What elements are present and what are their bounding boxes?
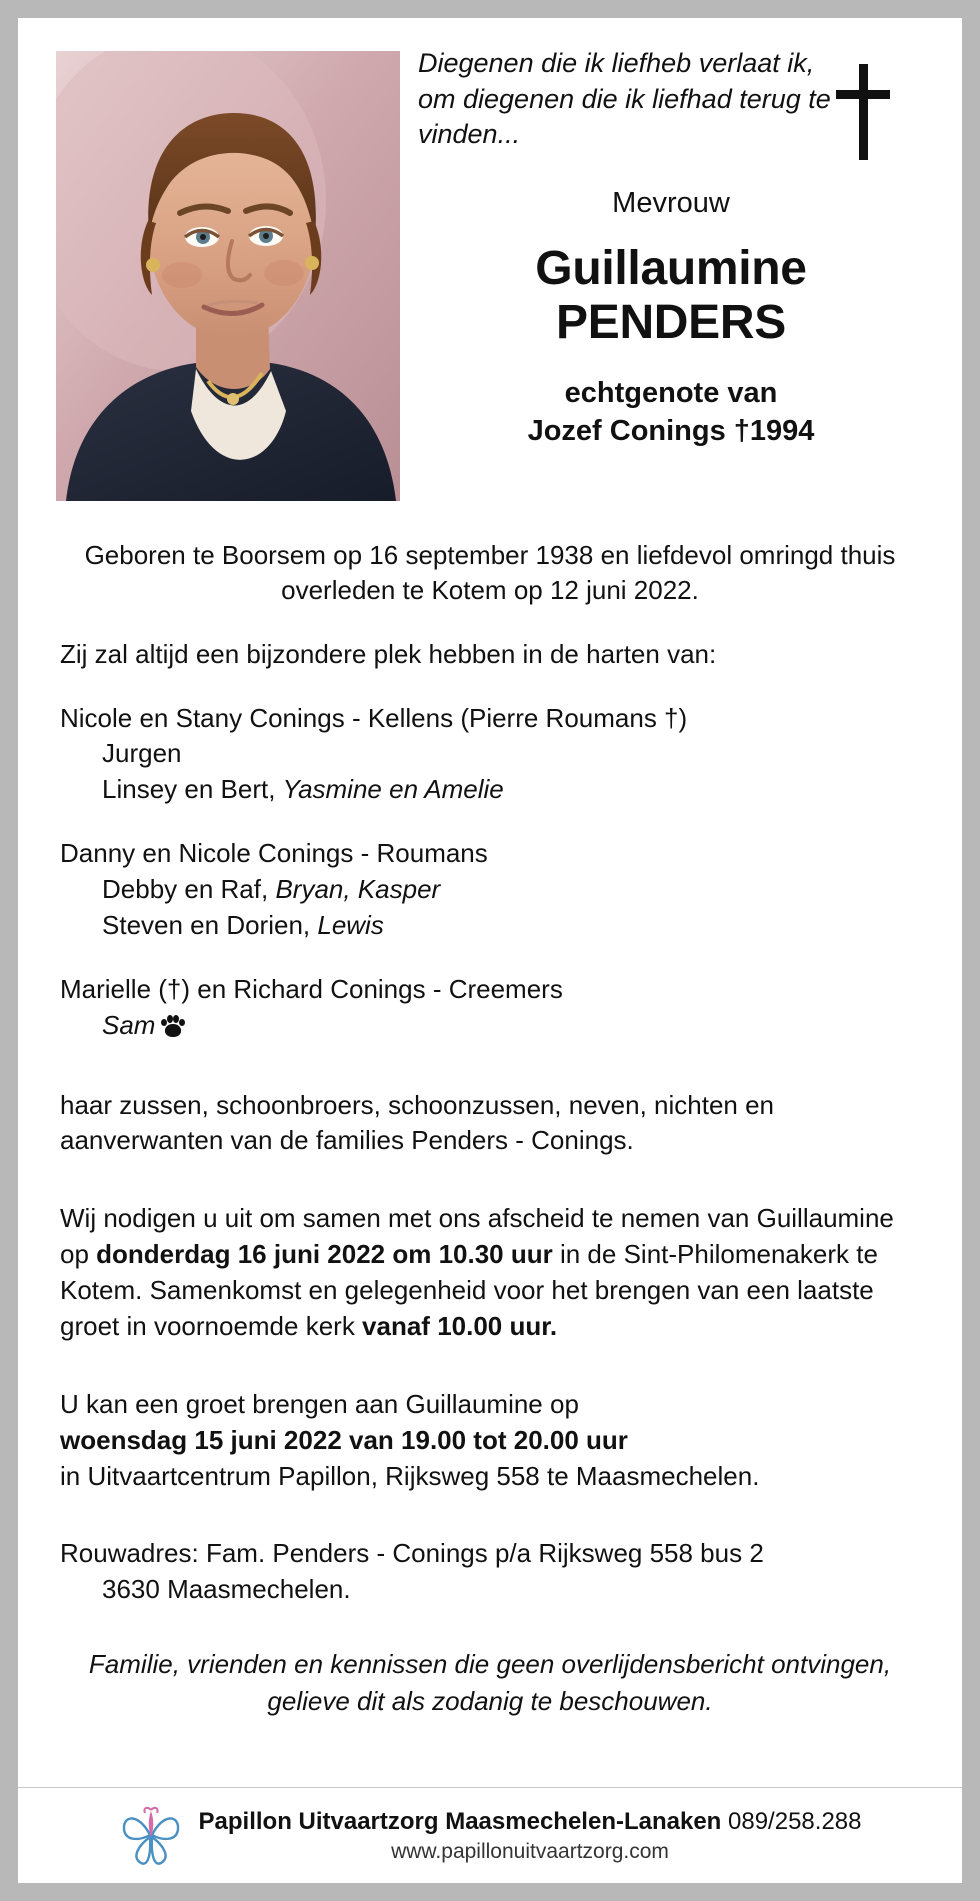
family-child-text: Debby en Raf,: [102, 874, 276, 905]
spouse-block: [418, 375, 924, 450]
footer-firm-line: [199, 1808, 862, 1836]
invitation-part1: Wij nodigen u uit om samen met ons afscheid te nemen van Guillaumine op: [60, 1203, 894, 1270]
footer-website[interactable]: www.papillonuitvaartzorg.com: [391, 1839, 669, 1863]
spouse-name: Jozef Conings †1994: [527, 415, 815, 448]
family-child: [60, 774, 504, 804]
card-body: [18, 538, 962, 1719]
invitation-paragraph: [60, 1201, 920, 1345]
mourning-address-line2: 3630 Maasmechelen.: [102, 1574, 351, 1605]
family-child-italic: Sam: [102, 1009, 156, 1040]
family-child: [60, 874, 440, 904]
salutation: Mevrouw: [612, 186, 730, 219]
invitation-part2: in de Sint-Philomenakerk te Kotem. Samenkomst en gelegenheid voor het brengen van een laatste groet in voornoemde kerk: [60, 1239, 878, 1341]
hearts-intro: Zij zal altijd een bijzondere plek hebben in de harten van:: [60, 638, 717, 669]
family-child-italic: Yasmine en Amelie: [282, 774, 504, 805]
closing-note: Familie, vrienden en kennissen die geen overlijdensbericht ontvingen, gelieve dit als zodanig te beschouwen.: [88, 1649, 892, 1716]
family-child-text: Linsey en Bert,: [102, 774, 283, 805]
family-group-1: [60, 701, 920, 809]
family-group-2: [60, 836, 920, 944]
family-child: [60, 910, 384, 940]
family-line: Marielle (†) en Richard Conings - Creemers: [60, 973, 563, 1004]
header-text-block: [418, 46, 942, 451]
family-line: Nicole en Stany Conings - Kellens (Pierre Roumans †): [60, 702, 688, 733]
memorial-quote: Diegenen die ik liefheb verlaat ik, om diegenen die ik liefhad terug te vinden...: [418, 48, 831, 150]
family-child-italic: Bryan, Kasper: [275, 874, 441, 905]
card-header: [18, 18, 962, 538]
first-name: Guillaumine: [535, 241, 807, 295]
footer-phone: 089/258.288: [728, 1807, 862, 1835]
invitation-time: vanaf 10.00 uur.: [362, 1310, 558, 1341]
invitation-date: donderdag 16 juni 2022 om 10.30 uur: [96, 1239, 553, 1270]
card-footer: [18, 1787, 962, 1883]
birth-death-line: Geboren te Boorsem op 16 september 1938 en liefdevol omringd thuis overleden te Kotem op 12 juni 2022.: [84, 540, 896, 606]
spouse-label: echtgenote van: [564, 377, 778, 410]
family-child-text: Steven en Dorien,: [102, 909, 318, 940]
family-child: Jurgen: [102, 738, 182, 769]
family-child-italic: Lewis: [317, 909, 384, 940]
butterfly-icon: [119, 1805, 183, 1867]
deceased-name: [418, 242, 924, 350]
relatives-line: haar zussen, schoonbroers, schoonzussen, neven, nichten en aanverwanten van de families Penders - Conings.: [60, 1089, 775, 1156]
family-child: [60, 1010, 185, 1040]
last-name: PENDERS: [556, 295, 786, 349]
mourning-address-line1: Rouwadres: Fam. Penders - Conings p/a Rijksweg 558 bus 2: [60, 1538, 764, 1569]
memorial-card: [18, 18, 962, 1883]
portrait-photo: [56, 51, 400, 501]
visitation-part1: U kan een groet brengen aan Guillaumine op: [60, 1388, 579, 1419]
visitation-datetime: woensdag 15 juni 2022 van 19.00 tot 20.00 uur: [60, 1424, 628, 1455]
visitation-paragraph: [60, 1387, 920, 1495]
family-line: Danny en Nicole Conings - Roumans: [60, 838, 488, 869]
mourning-address: [60, 1536, 920, 1608]
footer-firm-name: Papillon Uitvaartzorg Maasmechelen-Lanaken: [198, 1807, 722, 1835]
visitation-location: in Uitvaartcentrum Papillon, Rijksweg 558 te Maasmechelen.: [60, 1460, 760, 1491]
family-group-3: [60, 972, 920, 1044]
christian-cross-icon: [836, 64, 890, 160]
paw-print-icon: [161, 1015, 185, 1037]
